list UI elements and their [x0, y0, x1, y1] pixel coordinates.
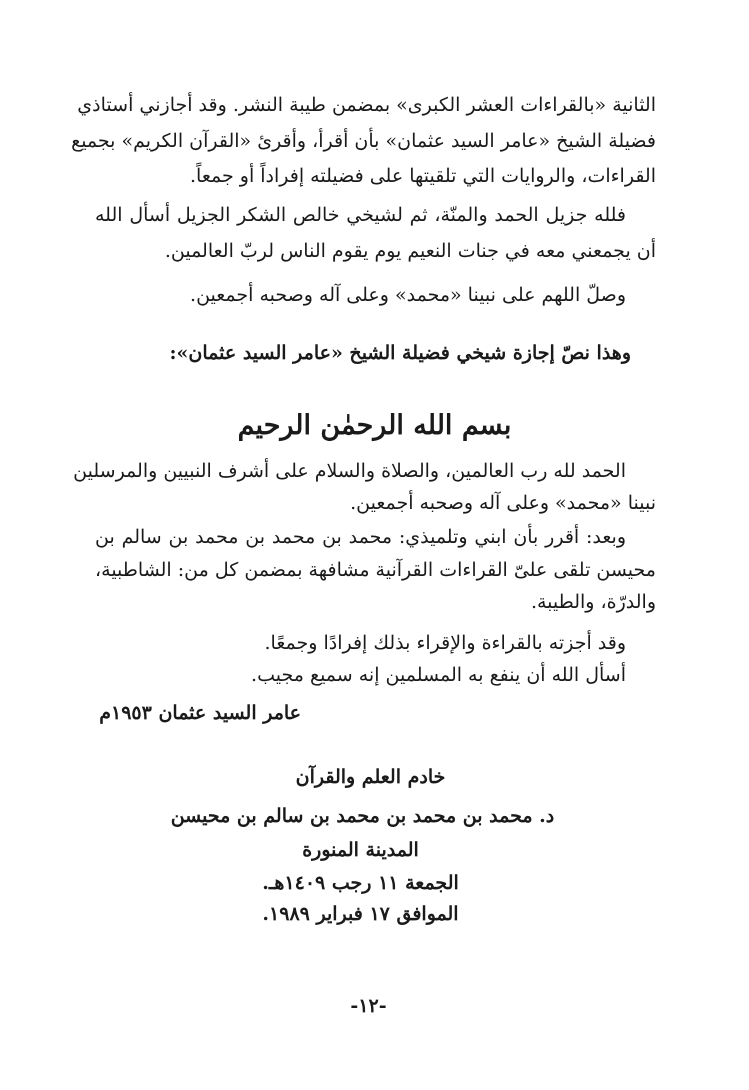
salutation-line: وصلّ اللهم على نبينا «محمد» وعلى آله وصحبه أجمعين. [190, 284, 626, 306]
page-number: -١٢- [350, 995, 387, 1017]
thanks-line-2: أن يجمعني معه في جنات النعيم يوم يقوم الناس لربّ العالمين. [164, 240, 656, 262]
author-city: المدينة المنورة [302, 839, 419, 861]
intro-line-1: الثانية «بالقراءات العشر الكبرى» بمضمن طيبة النشر. وقد أجازني أستاذي [77, 94, 656, 116]
basmala-heading: بسم الله الرحمٰن الرحيم [237, 410, 512, 441]
intro-line-2: فضيلة الشيخ «عامر السيد عثمان» بأن أقرأ، وأقرئ «القرآن الكريم» بجميع [71, 130, 656, 152]
ijazah-line-1: الحمد لله رب العالمين، والصلاة والسلام على أشرف النبيين والمرسلين [73, 460, 626, 482]
date-gregorian: الموافق ١٧ فبراير ١٩٨٩. [262, 903, 459, 925]
ijazah-line-2: نبينا «محمد» وعلى آله وصحبه أجمعين. [350, 492, 656, 514]
ijazah-lead: وهذا نصّ إجازة شيخي فضيلة الشيخ «عامر السيد عثمان»: [169, 342, 631, 364]
intro-line-3: القراءات، والروايات التي تلقيتها على فضيلته إفراداً أو جمعاً. [190, 165, 656, 187]
date-hijri: الجمعة ١١ رجب ١٤٠٩هـ. [262, 872, 459, 894]
ijazah-line-5: والدرّة، والطيبة. [530, 591, 656, 613]
closing-line-2: أسأل الله أن ينفع به المسلمين إنه سميع مجيب. [251, 664, 626, 686]
ijazah-line-4: محيسن تلقى علىّ القراءات القرآنية مشافهة بمضمن كل من: الشاطبية، [95, 559, 656, 581]
ijazah-signature: عامر السيد عثمان ١٩٥٣م [99, 702, 301, 724]
author-name: د. محمد بن محمد بن محمد بن سالم بن محيسن [170, 805, 555, 827]
closing-line-1: وقد أجزته بالقراءة والإقراء بذلك إفرادًا وجمعًا. [264, 632, 626, 654]
ijazah-line-3: وبعد: أقرر بأن ابني وتلميذي: محمد بن محمد بن محمد بن سالم بن [95, 526, 626, 548]
thanks-line-1: فلله جزيل الحمد والمنّة، ثم لشيخي خالص الشكر الجزيل أسأل الله [95, 204, 626, 226]
author-title: خادم العلم والقرآن [295, 766, 446, 788]
